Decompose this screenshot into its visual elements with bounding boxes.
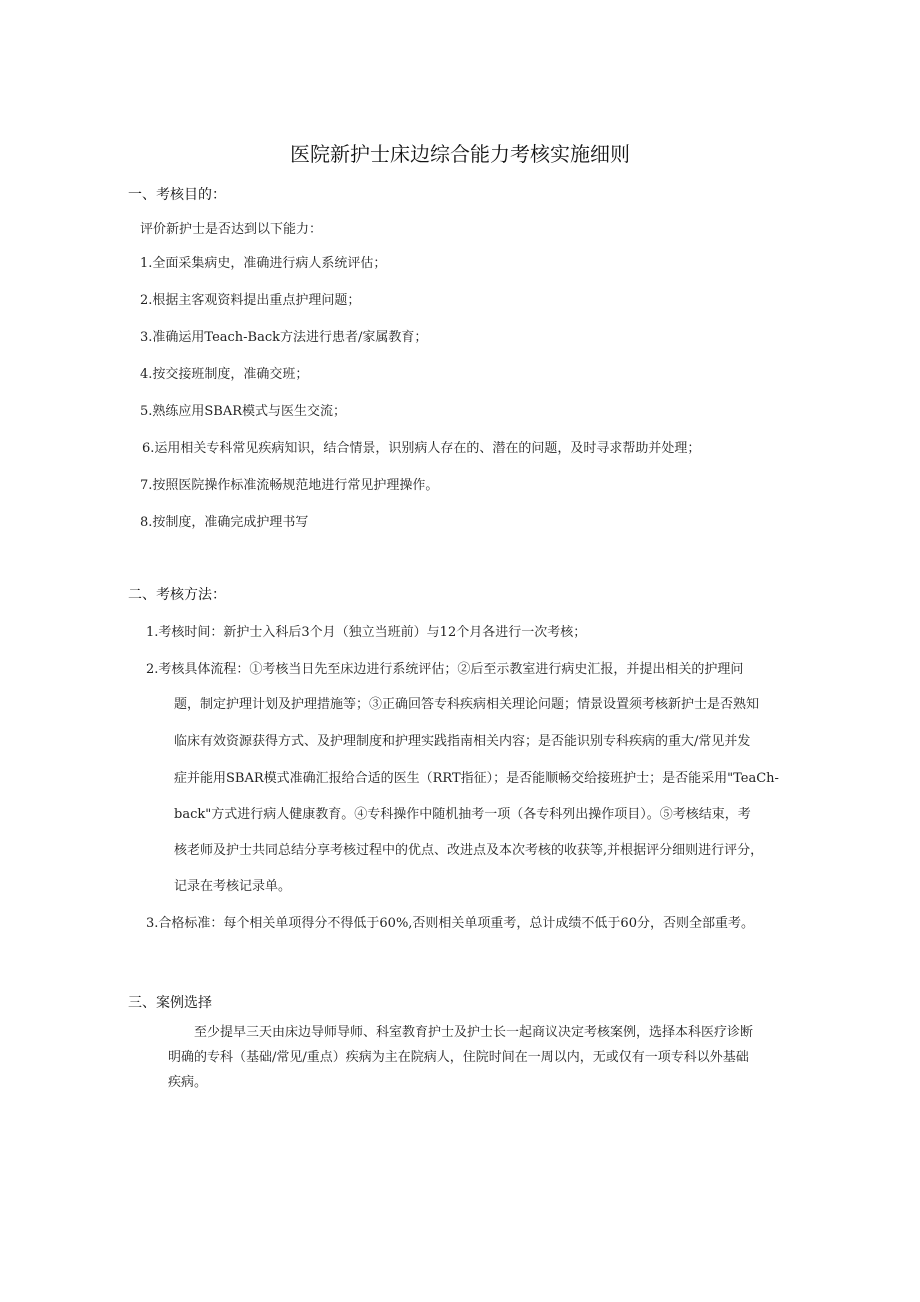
method-process-line: 症并能用SBAR模式准确汇报给合适的医生（RRT指征）；是否能顺畅交给接班护士；是否能采用"TeaCh- <box>174 771 779 786</box>
purpose-item: 4.按交接班制度，准确交班； <box>140 367 309 382</box>
method-process-line: 临床有效资源获得方式、及护理制度和护理实践指南相关内容；是否能识别专科疾病的重大/常见并发 <box>174 734 751 749</box>
purpose-item: 7.按照医院操作标准流畅规范地进行常见护理操作。 <box>140 478 439 493</box>
purpose-item: 1.全面采集病史，准确进行病人系统评估； <box>140 256 387 271</box>
purpose-intro: 评价新护士是否达到以下能力： <box>140 222 323 237</box>
case-line: 至少提早三天由床边导师导师、科室教育护士及护士长一起商议决定考核案例，选择本科医疗诊断 <box>194 1025 754 1040</box>
section-heading-case: 三、案例选择 <box>128 995 212 1011</box>
purpose-item: 2.根据主客观资料提出重点护理问题； <box>140 293 361 308</box>
purpose-item: 6.运用相关专科常见疾病知识，结合情景，识别病人存在的、潜在的问题，及时寻求帮助并处理； <box>142 441 701 456</box>
method-process-line: back"方式进行病人健康教育。④专科操作中随机抽考一项（各专科列出操作项目）。⑤考核结束，考 <box>174 807 751 822</box>
case-line: 疾病。 <box>168 1075 208 1090</box>
method-pass-standard: 3.合格标准：每个相关单项得分不得低于60%,否则相关单项重考，总计成绩不低于60分，否则全部重考。 <box>146 916 754 931</box>
section-heading-method: 二、考核方法： <box>128 587 226 603</box>
method-process-line: 核老师及护士共同总结分享考核过程中的优点、改进点及本次考核的收获等,并根据评分细则进行评分， <box>174 843 764 858</box>
method-process-line: 2.考核具体流程：①考核当日先至床边进行系统评估；②后至示教室进行病史汇报，并提出相关的护理问 <box>146 662 744 677</box>
purpose-item: 8.按制度，准确完成护理书写 <box>140 515 309 530</box>
section-heading-purpose: 一、考核目的： <box>128 187 226 203</box>
method-process-line: 记录在考核记录单。 <box>174 879 292 894</box>
purpose-item: 3.准确运用Teach-Back方法进行患者/家属教育； <box>140 330 428 345</box>
method-time: 1.考核时间：新护士入科后3个月（独立当班前）与12个月各进行一次考核； <box>146 625 587 640</box>
document-title: 医院新护士床边综合能力考核实施细则 <box>290 142 630 166</box>
method-process-line: 题，制定护理计划及护理措施等；③正确回答专科疾病相关理论问题；情景设置须考核新护士是否熟知 <box>174 697 760 712</box>
case-line: 明确的专科（基础/常见/重点）疾病为主在院病人，住院时间在一周以内，无或仅有一项专科以外基础 <box>168 1050 749 1065</box>
purpose-item: 5.熟练应用SBAR模式与医生交流； <box>140 404 347 419</box>
